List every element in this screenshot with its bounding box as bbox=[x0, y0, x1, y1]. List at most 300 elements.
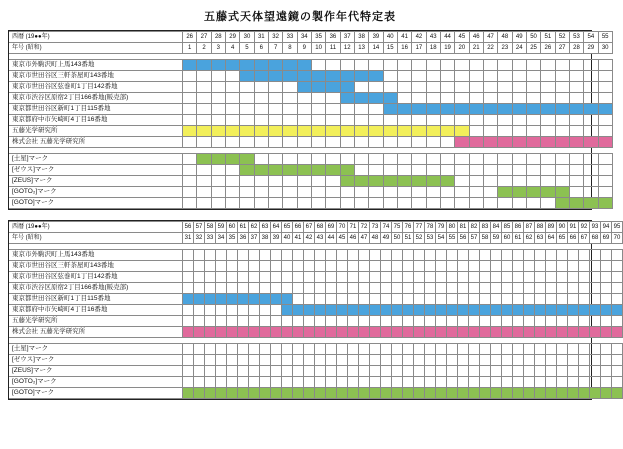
row-label: 東京市世田谷区三軒茶屋町143番地 bbox=[9, 261, 183, 272]
timeline-cell bbox=[569, 115, 583, 126]
row-label: 五藤光学研究所 bbox=[9, 316, 183, 327]
timeline-cell bbox=[524, 316, 535, 327]
timeline-cell bbox=[225, 71, 239, 82]
timeline-cell bbox=[282, 250, 293, 261]
tick-label: 63 bbox=[260, 222, 271, 233]
timeline-cell-filled bbox=[293, 327, 304, 338]
timeline-cell bbox=[541, 176, 555, 187]
timeline-cell-filled bbox=[227, 294, 238, 305]
timeline-cell bbox=[282, 366, 293, 377]
table-row[interactable] bbox=[9, 316, 623, 327]
timeline-cell bbox=[480, 250, 491, 261]
timeline-cell bbox=[227, 305, 238, 316]
timeline-cell bbox=[480, 283, 491, 294]
timeline-cell bbox=[598, 165, 612, 176]
timeline-cell bbox=[579, 250, 590, 261]
tick-label: 39 bbox=[271, 233, 282, 244]
timeline-cell bbox=[304, 250, 315, 261]
table-row[interactable] bbox=[9, 104, 612, 115]
timeline-cell-filled bbox=[326, 126, 340, 137]
tick-label: 66 bbox=[293, 222, 304, 233]
timeline-cell bbox=[297, 198, 311, 209]
timeline-cell bbox=[271, 305, 282, 316]
table-row[interactable] bbox=[9, 366, 623, 377]
timeline-cell-filled bbox=[569, 137, 583, 148]
timeline-cell bbox=[183, 187, 197, 198]
timeline-cell bbox=[403, 344, 414, 355]
timeline-cell bbox=[183, 176, 197, 187]
timeline-cell bbox=[535, 261, 546, 272]
timeline-cell bbox=[381, 272, 392, 283]
timeline-cell bbox=[403, 283, 414, 294]
timeline-cell bbox=[304, 377, 315, 388]
timeline-cell-filled bbox=[354, 126, 368, 137]
timeline-cell-filled bbox=[268, 165, 282, 176]
timeline-cell bbox=[293, 344, 304, 355]
timeline-cell bbox=[412, 60, 426, 71]
timeline-cell bbox=[524, 377, 535, 388]
timeline-cell bbox=[392, 355, 403, 366]
tick-label: 19 bbox=[440, 43, 454, 54]
timeline-cell-filled bbox=[426, 176, 440, 187]
timeline-cell bbox=[304, 344, 315, 355]
timeline-cell bbox=[546, 272, 557, 283]
timeline-cell-filled bbox=[541, 104, 555, 115]
timeline-cell-filled bbox=[297, 82, 311, 93]
timeline-cell bbox=[340, 187, 354, 198]
timeline-cell bbox=[359, 366, 370, 377]
timeline-cell bbox=[354, 137, 368, 148]
timeline-cell bbox=[225, 176, 239, 187]
timeline-cell bbox=[584, 176, 598, 187]
tick-label: 13 bbox=[354, 43, 368, 54]
tick-label: 43 bbox=[426, 32, 440, 43]
timeline-cell bbox=[513, 316, 524, 327]
timeline-cell-filled bbox=[524, 327, 535, 338]
tick-label: 44 bbox=[440, 32, 454, 43]
timeline-cell bbox=[348, 250, 359, 261]
timeline-cell bbox=[469, 165, 483, 176]
timeline-cell bbox=[598, 126, 612, 137]
table-row[interactable] bbox=[9, 137, 612, 148]
timeline-cell bbox=[197, 198, 211, 209]
timeline-cell bbox=[268, 104, 282, 115]
timeline-cell bbox=[412, 82, 426, 93]
timeline-cell bbox=[197, 115, 211, 126]
timeline-cell bbox=[455, 165, 469, 176]
table-row[interactable] bbox=[9, 261, 623, 272]
timeline-cell bbox=[598, 115, 612, 126]
timeline-cell-filled bbox=[483, 104, 497, 115]
timeline-cell-filled bbox=[541, 187, 555, 198]
tick-label: 33 bbox=[205, 233, 216, 244]
timeline-cell-filled bbox=[414, 305, 425, 316]
timeline-cell bbox=[491, 294, 502, 305]
timeline-cell bbox=[392, 294, 403, 305]
tick-label: 57 bbox=[469, 233, 480, 244]
timeline-cell bbox=[337, 294, 348, 305]
timeline-cell bbox=[354, 82, 368, 93]
timeline-cell-filled bbox=[480, 305, 491, 316]
timeline-cell bbox=[480, 316, 491, 327]
timeline-cell bbox=[425, 294, 436, 305]
timeline-cell bbox=[483, 165, 497, 176]
timeline-cell bbox=[426, 82, 440, 93]
timeline-cell bbox=[526, 176, 540, 187]
timeline-cell bbox=[383, 198, 397, 209]
timeline-cell-filled bbox=[326, 71, 340, 82]
tick-label: 25 bbox=[526, 43, 540, 54]
timeline-cell bbox=[546, 377, 557, 388]
timeline-cell bbox=[555, 82, 569, 93]
tick-label: 28 bbox=[211, 32, 225, 43]
tick-label: 66 bbox=[568, 233, 579, 244]
tick-label: 37 bbox=[249, 233, 260, 244]
timeline-cell bbox=[412, 154, 426, 165]
tick-label: 2 bbox=[197, 43, 211, 54]
timeline-cell bbox=[271, 366, 282, 377]
timeline-cell bbox=[326, 250, 337, 261]
timeline-cell-filled bbox=[225, 154, 239, 165]
table-row[interactable] bbox=[9, 82, 612, 93]
timeline-cell bbox=[612, 283, 623, 294]
timeline-cell bbox=[211, 165, 225, 176]
timeline-cell bbox=[483, 176, 497, 187]
timeline-cell bbox=[502, 344, 513, 355]
table-row[interactable] bbox=[9, 250, 623, 261]
timeline-cell bbox=[541, 126, 555, 137]
timeline-cell bbox=[205, 261, 216, 272]
tick-label: 38 bbox=[354, 32, 368, 43]
timeline-cell bbox=[260, 261, 271, 272]
timeline-cell bbox=[297, 115, 311, 126]
timeline-cell-filled bbox=[612, 305, 623, 316]
timeline-cell-filled bbox=[403, 327, 414, 338]
timeline-cell bbox=[348, 344, 359, 355]
timeline-cell bbox=[447, 377, 458, 388]
axis-label: 西暦 (19●●年) bbox=[9, 222, 183, 233]
timeline-cell bbox=[225, 137, 239, 148]
chart-panel bbox=[8, 30, 609, 210]
timeline-cell bbox=[426, 60, 440, 71]
timeline-cell-filled bbox=[440, 104, 454, 115]
timeline-cell bbox=[315, 272, 326, 283]
timeline-cell bbox=[326, 377, 337, 388]
tick-label: 55 bbox=[598, 32, 612, 43]
timeline-cell bbox=[513, 294, 524, 305]
timeline-cell bbox=[480, 294, 491, 305]
timeline-cell-filled bbox=[297, 60, 311, 71]
tick-label: 27 bbox=[197, 32, 211, 43]
timeline-cell-filled bbox=[238, 327, 249, 338]
table-row[interactable] bbox=[9, 327, 623, 338]
timeline-cell bbox=[601, 261, 612, 272]
timeline-cell bbox=[282, 377, 293, 388]
timeline-cell bbox=[254, 93, 268, 104]
timeline-cell bbox=[579, 272, 590, 283]
timeline-cell bbox=[359, 294, 370, 305]
timeline-cell bbox=[297, 137, 311, 148]
timeline-cell-filled bbox=[282, 294, 293, 305]
tick-label: 26 bbox=[541, 43, 555, 54]
timeline-cell-filled bbox=[326, 82, 340, 93]
tick-label: 63 bbox=[535, 233, 546, 244]
table-row[interactable] bbox=[9, 388, 623, 399]
timeline-cell bbox=[469, 261, 480, 272]
timeline-cell bbox=[397, 93, 411, 104]
timeline-cell bbox=[425, 355, 436, 366]
tick-label: 43 bbox=[315, 233, 326, 244]
tick-label: 1 bbox=[183, 43, 197, 54]
timeline-cell-filled bbox=[436, 388, 447, 399]
timeline-cell bbox=[227, 250, 238, 261]
timeline-cell bbox=[205, 316, 216, 327]
timeline-cell bbox=[455, 60, 469, 71]
timeline-cell bbox=[491, 344, 502, 355]
timeline-cell bbox=[205, 250, 216, 261]
table-row[interactable] bbox=[9, 283, 623, 294]
timeline-cell bbox=[260, 250, 271, 261]
timeline-cell bbox=[502, 283, 513, 294]
timeline-cell bbox=[469, 250, 480, 261]
tick-label: 7 bbox=[268, 43, 282, 54]
timeline-cell-filled bbox=[297, 165, 311, 176]
timeline-cell bbox=[579, 344, 590, 355]
table-row[interactable] bbox=[9, 126, 612, 137]
timeline-cell-filled bbox=[283, 165, 297, 176]
timeline-cell bbox=[455, 176, 469, 187]
table-row[interactable] bbox=[9, 272, 623, 283]
timeline-cell bbox=[271, 316, 282, 327]
timeline-cell bbox=[480, 355, 491, 366]
timeline-cell bbox=[557, 250, 568, 261]
tick-label: 29 bbox=[225, 32, 239, 43]
timeline-cell bbox=[282, 261, 293, 272]
table-row[interactable] bbox=[9, 176, 612, 187]
tick-label: 56 bbox=[183, 222, 194, 233]
table-row[interactable] bbox=[9, 71, 612, 82]
timeline-cell-filled bbox=[340, 71, 354, 82]
timeline-cell-filled bbox=[381, 305, 392, 316]
timeline-cell bbox=[194, 355, 205, 366]
tick-label: 32 bbox=[268, 32, 282, 43]
table-row[interactable] bbox=[9, 154, 612, 165]
timeline-cell bbox=[440, 71, 454, 82]
timeline-cell-filled bbox=[370, 305, 381, 316]
timeline-cell bbox=[557, 272, 568, 283]
timeline-cell bbox=[260, 283, 271, 294]
timeline-cell bbox=[502, 355, 513, 366]
timeline-cell bbox=[283, 104, 297, 115]
timeline-cell bbox=[381, 294, 392, 305]
timeline-cell bbox=[426, 154, 440, 165]
timeline-cell bbox=[535, 294, 546, 305]
axis-label: 年号 (昭和) bbox=[9, 233, 183, 244]
table-row[interactable] bbox=[9, 60, 612, 71]
timeline-cell bbox=[512, 176, 526, 187]
timeline-cell bbox=[271, 250, 282, 261]
row-label: 株式会社 五藤光学研究所 bbox=[9, 327, 183, 338]
timeline-cell bbox=[458, 316, 469, 327]
timeline-cell bbox=[183, 355, 194, 366]
timeline-cell-filled bbox=[469, 327, 480, 338]
tick-label: 73 bbox=[370, 222, 381, 233]
timeline-cell bbox=[502, 272, 513, 283]
timeline-cell bbox=[425, 272, 436, 283]
timeline-cell bbox=[483, 115, 497, 126]
timeline-cell-filled bbox=[249, 294, 260, 305]
tick-label: 45 bbox=[455, 32, 469, 43]
timeline-cell bbox=[568, 316, 579, 327]
tick-label: 82 bbox=[469, 222, 480, 233]
timeline-cell bbox=[524, 355, 535, 366]
timeline-cell bbox=[455, 71, 469, 82]
table-row[interactable] bbox=[9, 198, 612, 209]
table-row[interactable] bbox=[9, 355, 623, 366]
timeline-cell bbox=[480, 366, 491, 377]
timeline-cell bbox=[397, 154, 411, 165]
tick-label: 53 bbox=[425, 233, 436, 244]
timeline-cell bbox=[205, 272, 216, 283]
timeline-cell-filled bbox=[216, 327, 227, 338]
tick-label: 41 bbox=[293, 233, 304, 244]
timeline-cell-filled bbox=[513, 327, 524, 338]
tick-label: 14 bbox=[369, 43, 383, 54]
tick-label: 16 bbox=[397, 43, 411, 54]
row-label: 東京都府中市矢崎町4丁目16番地 bbox=[9, 115, 183, 126]
timeline-cell-filled bbox=[480, 388, 491, 399]
timeline-cell bbox=[225, 115, 239, 126]
timeline-cell-filled bbox=[205, 327, 216, 338]
table-row[interactable] bbox=[9, 294, 623, 305]
timeline-cell bbox=[268, 176, 282, 187]
table-row[interactable] bbox=[9, 165, 612, 176]
timeline-cell-filled bbox=[436, 327, 447, 338]
row-label: [土星]マーク bbox=[9, 154, 183, 165]
timeline-cell-filled bbox=[403, 388, 414, 399]
timeline-cell bbox=[183, 283, 194, 294]
timeline-cell-filled bbox=[268, 126, 282, 137]
timeline-cell bbox=[524, 366, 535, 377]
timeline-cell bbox=[326, 176, 340, 187]
timeline-cell bbox=[491, 272, 502, 283]
timeline-cell bbox=[546, 355, 557, 366]
timeline-cell bbox=[249, 305, 260, 316]
tick-label: 37 bbox=[340, 32, 354, 43]
timeline-cell bbox=[340, 115, 354, 126]
timeline-cell bbox=[498, 71, 512, 82]
timeline-cell bbox=[337, 272, 348, 283]
timeline-cell bbox=[238, 316, 249, 327]
timeline-cell bbox=[440, 154, 454, 165]
timeline-cell-filled bbox=[524, 388, 535, 399]
table-row[interactable] bbox=[9, 344, 623, 355]
tick-label: 24 bbox=[512, 43, 526, 54]
tick-label: 47 bbox=[483, 32, 497, 43]
tick-label: 62 bbox=[524, 233, 535, 244]
timeline-cell-filled bbox=[412, 176, 426, 187]
tick-label: 44 bbox=[326, 233, 337, 244]
tick-label: 62 bbox=[249, 222, 260, 233]
timeline-cell bbox=[412, 187, 426, 198]
timeline-cell bbox=[414, 316, 425, 327]
timeline-cell bbox=[337, 250, 348, 261]
timeline-cell bbox=[260, 355, 271, 366]
timeline-cell bbox=[447, 283, 458, 294]
timeline-cell bbox=[397, 165, 411, 176]
table-row[interactable] bbox=[9, 115, 612, 126]
timeline-cell bbox=[524, 283, 535, 294]
timeline-cell bbox=[249, 250, 260, 261]
timeline-cell-filled bbox=[568, 388, 579, 399]
timeline-cell bbox=[590, 261, 601, 272]
timeline-cell bbox=[612, 316, 623, 327]
timeline-cell bbox=[412, 198, 426, 209]
timeline-cell bbox=[260, 316, 271, 327]
timeline-cell bbox=[283, 187, 297, 198]
timeline-cell bbox=[526, 93, 540, 104]
timeline-cell bbox=[227, 366, 238, 377]
row-label: [ZEUS]マーク bbox=[9, 366, 183, 377]
timeline-cell-filled bbox=[414, 327, 425, 338]
timeline-cell bbox=[197, 93, 211, 104]
table-row[interactable] bbox=[9, 377, 623, 388]
timeline-cell bbox=[194, 366, 205, 377]
timeline-cell bbox=[524, 294, 535, 305]
timeline-cell bbox=[568, 355, 579, 366]
timeline-cell bbox=[370, 355, 381, 366]
timeline-cell-filled bbox=[271, 388, 282, 399]
timeline-cell bbox=[254, 154, 268, 165]
timeline-cell bbox=[238, 250, 249, 261]
timeline-cell bbox=[337, 344, 348, 355]
timeline-cell-filled bbox=[348, 305, 359, 316]
timeline-cell bbox=[526, 82, 540, 93]
timeline-cell-filled bbox=[183, 388, 194, 399]
timeline-cell bbox=[194, 272, 205, 283]
row-label: [GOTO]マーク bbox=[9, 198, 183, 209]
timeline-cell-filled bbox=[240, 71, 254, 82]
table-row[interactable] bbox=[9, 305, 623, 316]
timeline-cell bbox=[584, 165, 598, 176]
row-label: 東京市外駒沢町上馬143番地 bbox=[9, 60, 183, 71]
timeline-cell bbox=[458, 377, 469, 388]
tick-label: 27 bbox=[555, 43, 569, 54]
tick-label: 15 bbox=[383, 43, 397, 54]
timeline-cell-filled bbox=[392, 327, 403, 338]
timeline-cell-filled bbox=[315, 327, 326, 338]
timeline-cell-filled bbox=[197, 60, 211, 71]
timeline-cell-filled bbox=[480, 327, 491, 338]
timeline-cell bbox=[225, 198, 239, 209]
timeline-cell-filled bbox=[354, 176, 368, 187]
table-row[interactable] bbox=[9, 93, 612, 104]
tick-label: 22 bbox=[483, 43, 497, 54]
timeline-cell-filled bbox=[557, 388, 568, 399]
tick-label: 33 bbox=[283, 32, 297, 43]
timeline-cell bbox=[337, 366, 348, 377]
timeline-cell bbox=[194, 283, 205, 294]
axis-label: 年号 (昭和) bbox=[9, 43, 183, 54]
timeline-cell bbox=[397, 82, 411, 93]
timeline-cell-filled bbox=[238, 388, 249, 399]
timeline-cell-filled bbox=[326, 305, 337, 316]
timeline-cell-filled bbox=[340, 165, 354, 176]
timeline-cell bbox=[469, 187, 483, 198]
table-row[interactable] bbox=[9, 187, 612, 198]
timeline-cell bbox=[392, 261, 403, 272]
timeline-cell bbox=[340, 104, 354, 115]
